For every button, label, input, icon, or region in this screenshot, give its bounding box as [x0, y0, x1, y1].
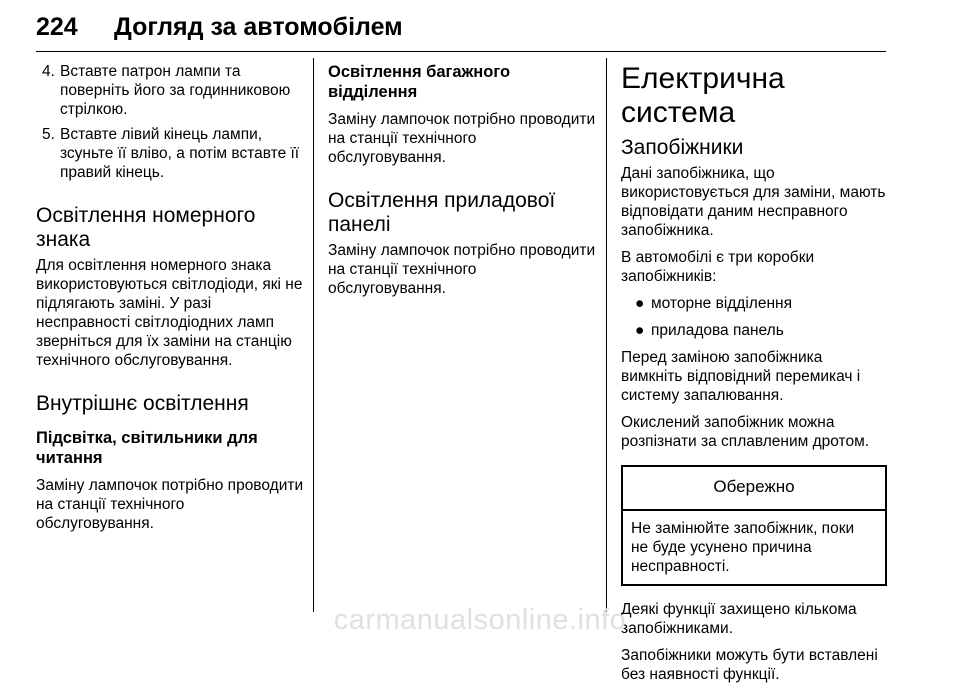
oxidized-fuse-text: Окислений запобіжник можна розпізнати за сплавленим дротом. — [621, 414, 870, 450]
step-text: Вставте патрон лампи та поверніть його за годинниковою стрілкою. — [60, 63, 291, 118]
fuse-box-list — [621, 294, 887, 340]
bullet-icon: ● — [635, 322, 645, 339]
reading-lights-heading: Підсвітка, світильники для читання — [36, 429, 258, 467]
before-replacement-text: Перед заміною запобіжника вимкніть відповідний перемикач і систему запалювання. — [621, 349, 861, 404]
license-plate-text: Для освітлення номерного знака використовуються світлодіоди, які не підлягають заміні. У разі несправності світлодіодних ламп зверніться для їх заміни на станцію технічного обслуговування. — [36, 257, 303, 369]
caution-text: Не замінюйте запобіжник, поки не буде усунено причина несправності. — [631, 520, 855, 575]
trunk-lighting-text: Заміну лампочок потрібно проводити на станції технічного обслуговування. — [328, 111, 596, 166]
list-item-text: моторне відділення — [651, 295, 792, 312]
page-number: 224 — [36, 13, 78, 41]
watermark: carmanualsonline.info — [333, 604, 627, 636]
protected-functions-text: Деякі функції захищено кількома запобіжниками. — [621, 601, 857, 637]
column-divider-1 — [313, 58, 314, 612]
caution-title: Обережно — [623, 467, 885, 511]
step-number: 4. — [42, 63, 55, 80]
dashboard-lighting-heading: Освітлення приладової панелі — [328, 189, 556, 236]
fuses-heading: Запобіжники — [621, 136, 744, 159]
dashboard-lighting-text: Заміну лампочок потрібно проводити на станції технічного обслуговування. — [328, 242, 596, 297]
column-1 — [36, 62, 304, 541]
list-item-text: приладова панель — [651, 322, 784, 339]
step-item-4 — [36, 62, 304, 119]
electrical-system-title: Електрична система — [621, 62, 785, 129]
caution-box — [621, 465, 887, 586]
interior-lighting-heading: Внутрішнє освітлення — [36, 392, 249, 415]
fuse-boxes-text: В автомобілі є три коробки запобіжників: — [621, 249, 815, 285]
step-text: Вставте лівий кінець лампи, зсуньте її вліво, а потім вставте її правий кінець. — [60, 126, 300, 181]
license-plate-heading: Освітлення номерного знака — [36, 204, 256, 251]
trunk-lighting-heading: Освітлення багажного відділення — [328, 63, 511, 101]
page-header — [36, 10, 886, 54]
step-number: 5. — [42, 126, 55, 143]
bullet-icon: ● — [635, 295, 645, 312]
step-list — [36, 62, 304, 182]
list-item — [621, 321, 887, 340]
reading-lights-text: Заміну лампочок потрібно проводити на станції технічного обслуговування. — [36, 477, 304, 532]
step-item-5 — [36, 125, 304, 182]
header-rule — [36, 51, 886, 52]
column-3 — [621, 62, 887, 692]
inserted-fuses-text: Запобіжники можуть бути вставлені без наявності функції. — [621, 647, 878, 683]
page-title: Догляд за автомобілем — [114, 13, 403, 41]
column-2 — [328, 62, 596, 306]
list-item — [621, 294, 887, 313]
fuses-text: Дані запобіжника, що використовується для заміни, мають відповідати даним несправного запобіжника. — [621, 165, 886, 239]
column-divider-2 — [606, 58, 607, 612]
